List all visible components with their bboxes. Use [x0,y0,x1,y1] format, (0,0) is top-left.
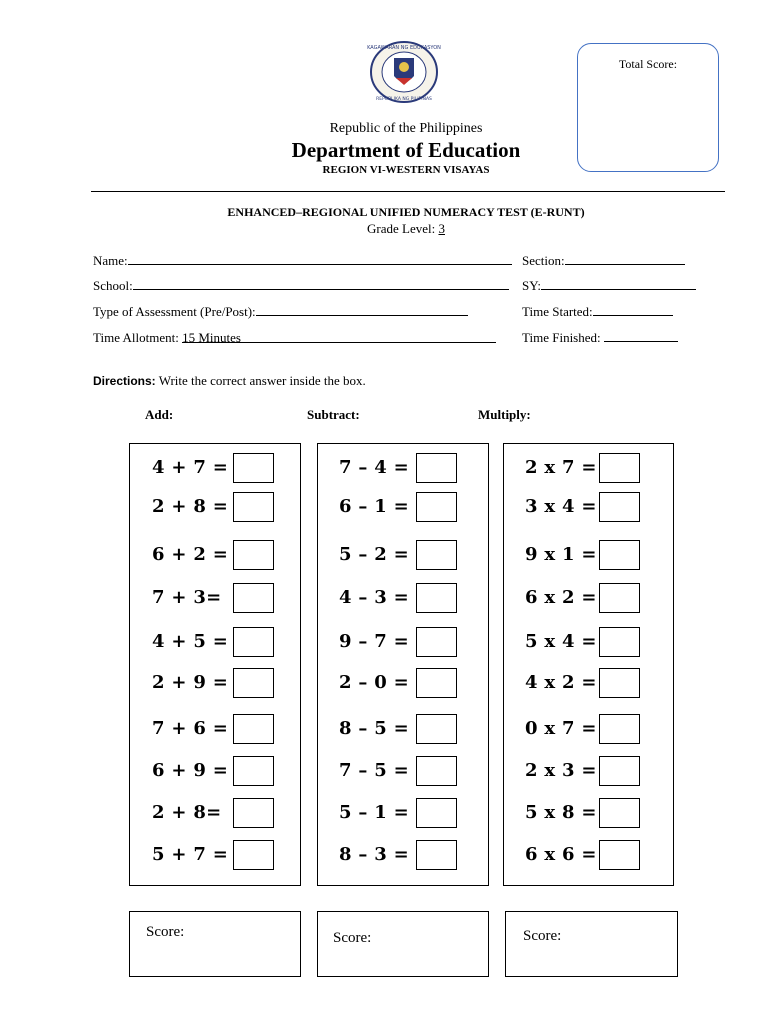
header-divider [91,191,725,192]
subtract-answer-box[interactable] [416,714,457,744]
subtract-problem [318,627,488,657]
subtract-problem [318,492,488,522]
add-expression: 6 + 2 = [152,544,229,565]
multiply-expression: 0 x 7 = [525,718,597,739]
subtract-heading: Subtract: [307,407,360,422]
multiply-answer-box[interactable] [599,840,640,870]
time-allotment-value: 15 Minutes [182,330,241,345]
add-problem [130,540,300,570]
add-expression: 5 + 7 = [152,844,229,865]
subtract-answer-box[interactable] [416,798,457,828]
multiply-problem [504,756,673,786]
add-answer-box[interactable] [233,798,274,828]
multiply-problem [504,714,673,744]
add-heading: Add: [145,407,174,422]
add-problem [130,798,300,828]
multiply-expression: 4 x 2 = [525,672,597,693]
multiply-problem [504,798,673,828]
region-heading: REGION VI-WESTERN VISAYAS [322,164,490,176]
subtract-answer-box[interactable] [416,453,457,483]
subtract-answer-box[interactable] [416,540,457,570]
add-answer-box[interactable] [233,540,274,570]
subtract-problem [318,540,488,570]
multiply-problem [504,453,673,483]
add-answer-box[interactable] [233,492,274,522]
name-label: Name: [93,253,128,268]
multiply-expression: 3 x 4 = [525,496,597,517]
subtract-answer-box[interactable] [416,492,457,522]
svg-text:KAGAWARAN NG EDUKASYON: KAGAWARAN NG EDUKASYON [367,45,441,51]
add-expression: 7 + 6 = [152,718,229,739]
multiply-problem [504,840,673,870]
multiply-expression: 2 x 7 = [525,457,597,478]
school-label: School: [93,278,133,293]
school-field[interactable] [93,278,509,294]
subtract-problem [318,756,488,786]
multiply-problem [504,583,673,613]
subtract-expression: 2 – 0 = [339,672,410,693]
add-score-box[interactable] [129,911,301,977]
grade-level-label: Grade Level: [367,221,436,236]
subtract-problem [318,453,488,483]
add-expression: 4 + 7 = [152,457,229,478]
multiply-problem [504,492,673,522]
add-expression: 7 + 3= [152,587,222,608]
assessment-type-blank[interactable] [256,304,468,316]
sy-blank[interactable] [541,278,696,290]
subtract-expression: 5 – 2 = [339,544,410,565]
add-expression: 2 + 8= [152,802,222,823]
add-answer-box[interactable] [233,714,274,744]
add-problem [130,492,300,522]
time-started-blank[interactable] [593,304,673,316]
multiply-answer-box[interactable] [599,798,640,828]
multiply-answer-box[interactable] [599,714,640,744]
total-score-label: Total Score: [618,57,678,71]
subtract-answer-box[interactable] [416,756,457,786]
add-answer-box[interactable] [233,627,274,657]
multiply-answer-box[interactable] [599,453,640,483]
subtract-problem [318,798,488,828]
multiply-problem [504,668,673,698]
add-answer-box[interactable] [233,453,274,483]
add-answer-box[interactable] [233,583,274,613]
deped-seal-icon [366,40,442,104]
subtract-expression: 8 – 5 = [339,718,410,739]
multiply-expression: 5 x 4 = [525,631,597,652]
department-heading: Department of Education [291,138,521,162]
subtract-score-label: Score: [333,930,372,946]
multiply-score-box[interactable] [505,911,678,977]
multiply-expression: 6 x 6 = [525,844,597,865]
subtract-expression: 4 – 3 = [339,587,410,608]
add-answer-box[interactable] [233,840,274,870]
time-started-label: Time Started: [522,304,593,319]
add-panel [129,443,301,886]
add-expression: 2 + 9 = [152,672,229,693]
time-finished-label: Time Finished: [522,330,601,345]
multiply-problem [504,540,673,570]
grade-level [0,221,768,237]
svg-text:REPUBLIKA NG PILIPINAS: REPUBLIKA NG PILIPINAS [376,97,432,102]
multiply-answer-box[interactable] [599,492,640,522]
section-field[interactable] [522,253,685,269]
directions-text: Write the correct answer inside the box. [158,373,366,388]
multiply-heading: Multiply: [478,407,531,422]
add-answer-box[interactable] [233,756,274,786]
add-expression: 4 + 5 = [152,631,229,652]
subtract-expression: 6 – 1 = [339,496,410,517]
add-problem [130,756,300,786]
time-allotment-label: Time Allotment: [93,330,179,345]
time-started-field[interactable] [522,304,673,320]
add-problem [130,714,300,744]
section-label: Section: [522,253,565,268]
assessment-type-label: Type of Assessment (Pre/Post): [93,304,256,319]
subtract-panel [317,443,489,886]
add-expression: 6 + 9 = [152,760,229,781]
time-allotment-field [93,330,496,346]
add-problem [130,453,300,483]
school-blank[interactable] [133,278,509,290]
multiply-answer-box[interactable] [599,627,640,657]
multiply-expression: 9 x 1 = [525,544,597,565]
time-finished-blank[interactable] [604,330,678,342]
republic-heading: Republic of the Philippines [329,121,483,136]
multiply-problem [504,627,673,657]
name-field[interactable] [93,253,512,269]
multiply-answer-box[interactable] [599,583,640,613]
subtract-expression: 5 – 1 = [339,802,410,823]
subtract-score-box[interactable] [317,911,489,977]
time-allotment-blank [182,330,496,343]
add-expression: 2 + 8 = [152,496,229,517]
test-title: ENHANCED–REGIONAL UNIFIED NUMERACY TEST (E-RUNT) [227,205,585,219]
subtract-problem [318,668,488,698]
directions [93,373,366,389]
sy-field[interactable] [522,278,696,294]
multiply-expression: 5 x 8 = [525,802,597,823]
deped-seal [366,40,442,104]
add-problem [130,668,300,698]
time-finished-field[interactable] [522,330,678,346]
sy-label: SY: [522,278,542,293]
add-answer-box[interactable] [233,668,274,698]
assessment-type-field[interactable] [93,304,468,320]
subtract-expression: 7 – 4 = [339,457,410,478]
add-score-label: Score: [146,924,185,940]
subtract-problem [318,840,488,870]
multiply-answer-box[interactable] [599,756,640,786]
multiply-answer-box[interactable] [599,540,640,570]
add-problem [130,583,300,613]
multiply-score-label: Score: [523,928,562,944]
directions-label: Directions: [93,374,156,388]
subtract-expression: 8 – 3 = [339,844,410,865]
multiply-expression: 6 x 2 = [525,587,597,608]
subtract-problem [318,714,488,744]
add-problem [130,627,300,657]
multiply-panel [503,443,674,886]
name-blank[interactable] [128,253,512,265]
add-problem [130,840,300,870]
multiply-expression: 2 x 3 = [525,760,597,781]
multiply-answer-box[interactable] [599,668,640,698]
subtract-answer-box[interactable] [416,583,457,613]
subtract-problem [318,583,488,613]
grade-level-value: 3 [438,221,445,236]
subtract-expression: 7 – 5 = [339,760,410,781]
subtract-expression: 9 – 7 = [339,631,410,652]
section-blank[interactable] [565,253,685,265]
subtract-answer-box[interactable] [416,840,457,870]
subtract-answer-box[interactable] [416,627,457,657]
subtract-answer-box[interactable] [416,668,457,698]
